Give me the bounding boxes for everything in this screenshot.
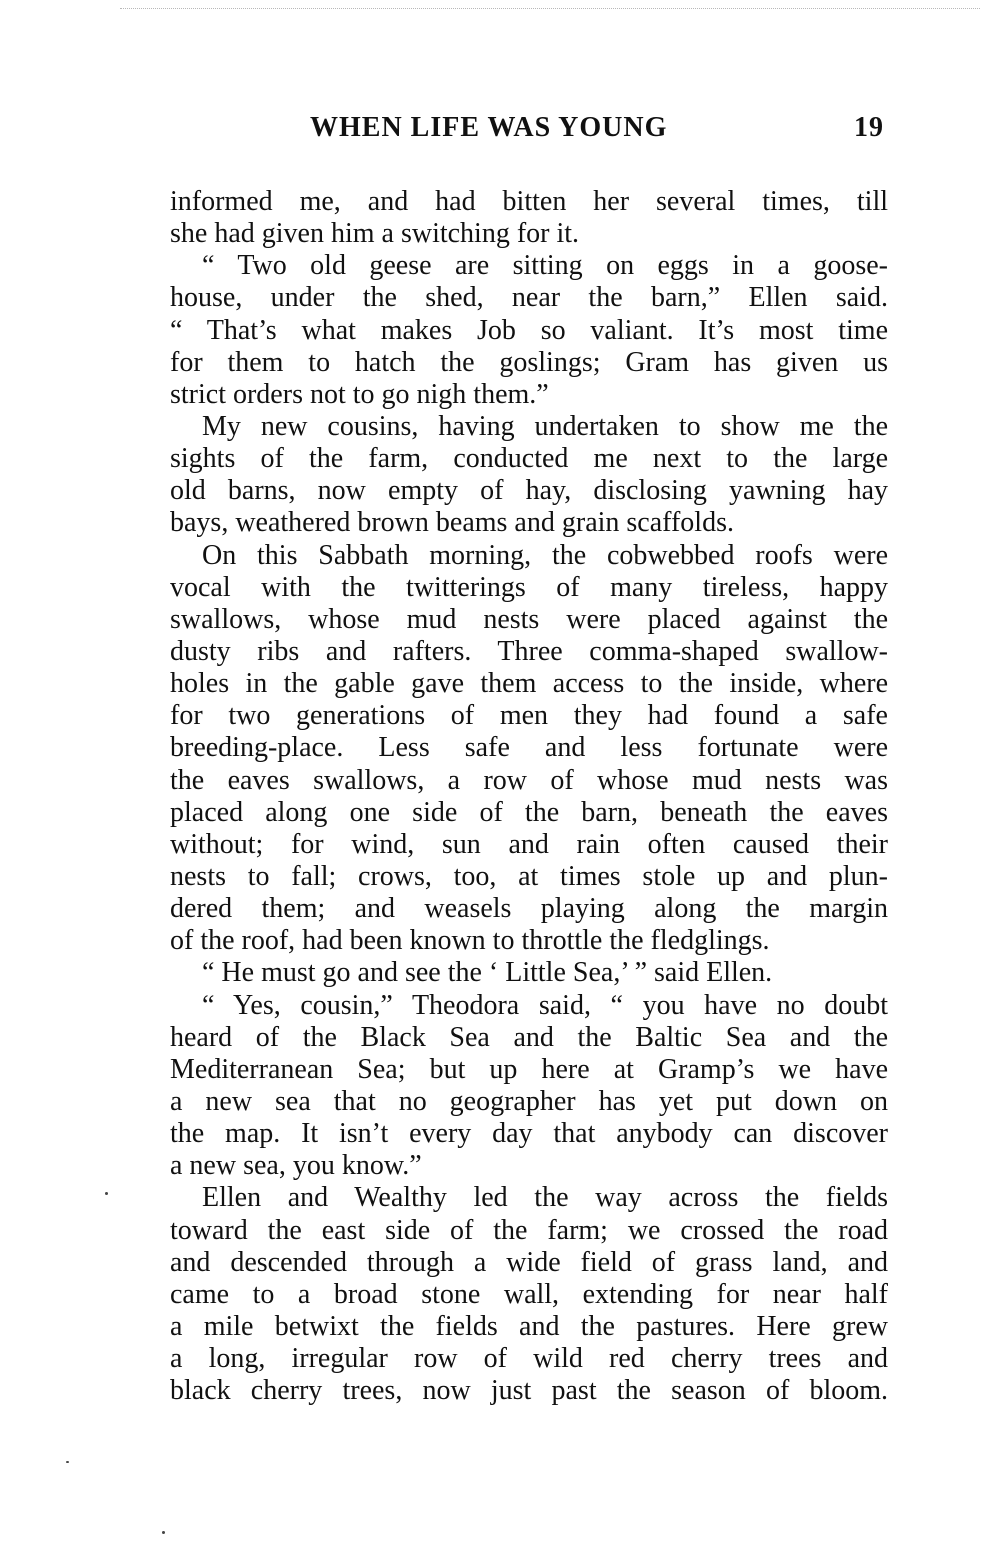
text-line: bays, weathered brown beams and grain scaffolds. (170, 507, 734, 539)
text-line: nests to fall; crows, too, at times stole up and plun- (170, 860, 888, 892)
text-line: placed along one side of the barn, beneath the eaves (170, 796, 888, 828)
text-line: the eaves swallows, a row of whose mud nests was (170, 764, 888, 796)
text-line: Ellen and Wealthy led the way across the fields (202, 1182, 888, 1214)
text-line: strict orders not to go nigh them.” (170, 378, 549, 410)
running-title: WHEN LIFE WAS YOUNG (310, 112, 668, 143)
text-line: the map. It isn’t every day that anybody can discover (170, 1118, 888, 1150)
text-line: came to a broad stone wall, extending for near half (170, 1278, 888, 1310)
text-line: “ That’s what makes Job so valiant. It’s most time (170, 314, 888, 346)
text-line: toward the east side of the farm; we crossed the road (170, 1214, 888, 1246)
page-number: 19 (854, 112, 884, 143)
text-line: dered them; and weasels playing along the margin (170, 893, 888, 925)
text-line: black cherry trees, now just past the season of bloom. (170, 1375, 888, 1407)
body-text (170, 186, 888, 1407)
scan-edge-marks (120, 8, 980, 11)
text-line: informed me, and had bitten her several times, till (170, 186, 888, 217)
text-line: “ Two old geese are sitting on eggs in a goose- (202, 250, 888, 282)
scan-speck (66, 1461, 69, 1463)
text-line: breeding-place. Less safe and less fortunate were (170, 732, 888, 764)
text-line: heard of the Black Sea and the Baltic Sea and the (170, 1021, 888, 1053)
text-line: a mile betwixt the fields and the pastures. Here grew (170, 1310, 888, 1342)
text-line: “ He must go and see the ‘ Little Sea,’ ” said Ellen. (202, 957, 773, 989)
text-line: of the roof, had been known to throttle the fledglings. (170, 925, 770, 957)
text-line: dusty ribs and rafters. Three comma-shaped swallow- (170, 635, 888, 667)
text-line: without; for wind, sun and rain often caused their (170, 828, 888, 860)
text-line: she had given him a switching for it. (170, 218, 580, 250)
text-line: a new sea, you know.” (170, 1150, 422, 1182)
scan-speck (105, 1192, 108, 1195)
text-line: sights of the farm, conducted me next to the large (170, 443, 888, 475)
text-line: for two generations of men they had found a safe (170, 700, 888, 732)
text-line: for them to hatch the goslings; Gram has given us (170, 346, 888, 378)
text-line: and descended through a wide field of grass land, and (170, 1246, 888, 1278)
text-line: a long, irregular row of wild red cherry trees and (170, 1343, 888, 1375)
scan-speck (162, 1531, 165, 1534)
text-line: house, under the shed, near the barn,” Ellen said. (170, 282, 888, 314)
text-line: swallows, whose mud nests were placed against the (170, 603, 888, 635)
running-head (170, 112, 888, 152)
text-line: My new cousins, having undertaken to show me the (202, 410, 888, 442)
text-line: old barns, now empty of hay, disclosing yawning hay (170, 475, 888, 507)
text-line: holes in the gable gave them access to the inside, where (170, 668, 888, 700)
text-line: vocal with the twitterings of many tireless, happy (170, 571, 888, 603)
text-line: Mediterranean Sea; but up here at Gramp’s we have (170, 1053, 888, 1085)
text-line: a new sea that no geographer has yet put down on (170, 1085, 888, 1117)
text-line: “ Yes, cousin,” Theodora said, “ you have no doubt (202, 989, 888, 1021)
text-line: On this Sabbath morning, the cobwebbed roofs were (202, 539, 888, 571)
